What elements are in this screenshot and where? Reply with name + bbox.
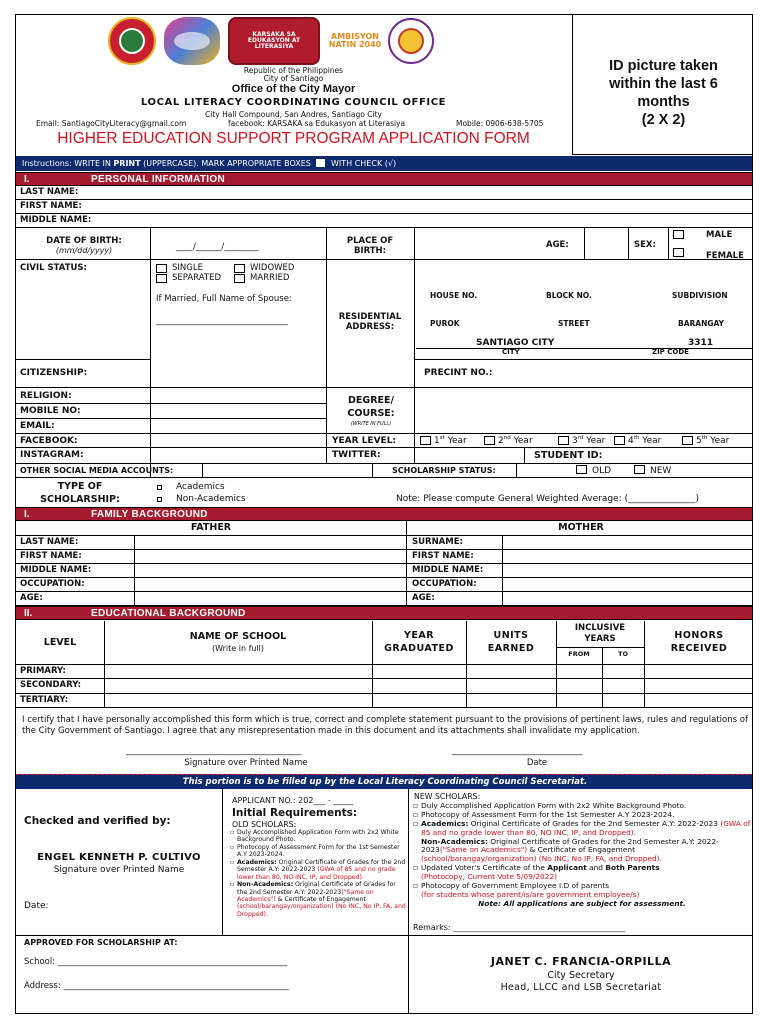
old-req-bullet-1: ▫	[230, 829, 235, 836]
type-label-1: TYPE OF	[57, 481, 103, 492]
approved-address-line[interactable]: Address: _____________________________________________________	[24, 981, 289, 991]
new-req-item-6	[413, 882, 751, 900]
ambisyon-logo-text: AMBISYON NATIN 2040	[328, 31, 382, 49]
religion-label: RELIGION:	[20, 391, 72, 401]
karsaka-logo	[228, 17, 320, 65]
certification-text: I certify that I have personally accomplished this form which is true, correct and complete statement pursuant to the provisions of pertinent laws, rules and regulations of the City Government of Santiago. I agree that any misrepresentation made in this document and its attachments shall invalidate my application.	[22, 715, 748, 737]
block-no-label: BLOCK NO.	[546, 291, 592, 300]
education-row-label: SECONDARY:	[20, 680, 82, 691]
council-line: LOCAL LITERACY COORDINATING COUNCIL OFFICE	[140, 97, 447, 108]
separated-label: SEPARATED	[172, 273, 221, 283]
facebook-label: FACEBOOK:	[20, 436, 78, 446]
other-social-label: OTHER SOCIAL MEDIA ACCOUNTS:	[20, 466, 174, 475]
civil-status-label: CIVIL STATUS:	[20, 263, 87, 273]
new-nonacad-text: Original Certificate of Grades for the 2nd Semester A.Y: 2022-2023	[421, 836, 719, 855]
single-label: SINGLE	[172, 263, 203, 273]
old-req-bullet-2: ▫	[230, 843, 235, 851]
old-scholars-list	[230, 829, 406, 918]
verifier-name: ENGEL KENNETH P. CULTIVO	[37, 852, 201, 863]
applicant-number[interactable]: APPLICANT NO.: 202___ - _____	[232, 796, 354, 805]
form-title: HIGHER EDUCATION SUPPORT PROGRAM APPLICATION FORM	[57, 130, 530, 147]
approved-school-line[interactable]: School: ______________________________________________________	[24, 957, 288, 967]
year-level-1-label: 1st Year	[434, 435, 467, 446]
subdivision-label: SUBDIVISION	[672, 291, 728, 300]
married-label: MARRIED	[250, 273, 290, 283]
instagram-label: INSTAGRAM:	[20, 450, 84, 460]
spouse-label: If Married, Full Name of Spouse:	[156, 294, 292, 304]
old-nonacad-text: Original Certificate of Grades for the 2nd Semester A.Y: 2022-2023	[237, 881, 396, 896]
city-seal-logo	[108, 17, 156, 65]
new-voter-red: (Photocopy, Current Vote 5/09/2022)	[421, 872, 557, 881]
last-name-label: LAST NAME:	[20, 187, 79, 197]
year-level-label: YEAR LEVEL:	[332, 436, 397, 446]
contact-facebook: facebook: KARSAKA sa Edukasyon at Literasiya	[228, 119, 406, 128]
house-no-label: HOUSE NO.	[430, 291, 478, 300]
old-acad-red: (GWA of 85 and no grade lower than 80, NO INC, IP, and Dropped).	[237, 866, 396, 881]
id-picture-line1: ID picture taken	[609, 58, 718, 74]
mobile-label: MOBILE NO:	[20, 406, 81, 416]
application-form	[15, 14, 753, 1014]
approved-scholarship-label: APPROVED FOR SCHOLARSHIP AT:	[24, 938, 178, 947]
new-checkbox[interactable]	[634, 465, 645, 474]
year-level-3-checkbox[interactable]	[558, 436, 569, 445]
instructions-suffix: WITH CHECK (√)	[330, 159, 397, 168]
old-scholars-heading: OLD SCHOLARS:	[232, 820, 297, 829]
new-govt-red: (for students whose parent/is/are government employee/s)	[421, 889, 640, 899]
year-level-5-checkbox[interactable]	[682, 436, 693, 445]
secretariat-banner: This portion is to be filled up by the Local Literacy Coordinating Council Secretariat.	[16, 774, 753, 789]
mother-heading: MOTHER	[558, 522, 604, 533]
education-row-label: PRIMARY:	[20, 666, 66, 676]
year-level-4-checkbox[interactable]	[614, 436, 625, 445]
from-heading: FROM	[568, 650, 590, 658]
mother-row-label: SURNAME:	[412, 537, 463, 547]
old-nonacad-red-1: ("Same on Academics")	[237, 888, 374, 903]
school-note: (Write in full)	[211, 644, 265, 653]
old-req-item-3	[230, 859, 406, 881]
new-req-text-1: Duly Accomplished Application Form with 2x2 White Background Photo.	[421, 801, 687, 810]
new-req-text-2: Photocopy of Assessment Form for the 1st Semester A.Y 2023-2024.	[421, 809, 675, 819]
year-level-1-checkbox[interactable]	[420, 436, 431, 445]
old-req-bullet-3: ▫	[230, 858, 235, 866]
initial-requirements-heading: Initial Requirements:	[232, 807, 358, 819]
new-req-item-3	[413, 820, 751, 838]
family-background-number: I.	[24, 509, 30, 520]
spouse-field[interactable]: _______________________________	[156, 316, 288, 326]
ambisyon-logo	[326, 17, 384, 65]
father-row-label: AGE:	[20, 593, 43, 603]
personal-info-number: I.	[24, 174, 30, 185]
academics-bullet[interactable]	[157, 485, 162, 490]
scholarship-status-label: SCHOLARSHIP STATUS:	[392, 466, 496, 475]
id-picture-line4: (2 X 2)	[641, 112, 686, 129]
new-voter-and: and	[586, 863, 606, 873]
married-checkbox[interactable]	[234, 274, 245, 283]
signatory-position-1: City Secretary	[547, 970, 615, 981]
old-label: OLD	[592, 466, 612, 476]
residential-label-1: RESIDENTIAL	[338, 312, 402, 322]
sanitago-hometown-logo	[164, 17, 220, 65]
male-label: MALE	[706, 230, 733, 240]
new-acad-red: (GWA of 85 and no grade lower than 80, NO INC, IP, and Dropped).	[421, 818, 751, 837]
instructions-middle: (UPPERCASE). MARK APPROPRIATE BOXES	[140, 159, 311, 168]
precint-label: PRECINT NO.:	[424, 368, 493, 378]
father-heading: FATHER	[190, 522, 232, 533]
female-checkbox[interactable]	[673, 248, 684, 257]
new-req-bullet-3: ▫	[413, 818, 419, 828]
residential-label-2: ADDRESS:	[345, 322, 395, 332]
personal-info-bar	[16, 172, 753, 186]
city-label: CITY	[502, 348, 520, 356]
father-row-label: OCCUPATION:	[20, 579, 85, 589]
new-voter-applicant: Applicant	[547, 863, 587, 873]
old-checkbox[interactable]	[576, 465, 587, 474]
pob-label-2: BIRTH:	[353, 246, 387, 256]
llcc-seal-logo	[388, 18, 434, 64]
separated-checkbox[interactable]	[156, 274, 167, 283]
old-acad-label: Academics:	[237, 858, 277, 866]
new-label: NEW	[650, 466, 672, 476]
family-background-bar	[16, 507, 753, 521]
new-acad-text: Original Certificate of Grades for the 2nd Semester A.Y: 2022-2023	[468, 818, 718, 828]
old-nonacad-label: Non-Academics:	[237, 881, 294, 889]
year-heading-1: YEAR	[403, 630, 435, 641]
education-row-label: TERTIARY:	[20, 694, 69, 705]
old-acad-text: Original Certificate of Grades for the 2nd Semester A.Y: 2022-2023	[237, 858, 406, 874]
office-line: Office of the City Mayor	[231, 83, 356, 95]
new-govt-text: Photocopy of Government Employee I.D of parents	[421, 880, 610, 890]
female-label: FEMALE	[706, 251, 744, 261]
new-nonacad-red-1: ("Same on Academics")	[439, 845, 528, 855]
signatory-name: JANET C. FRANCIA-ORPILLA	[490, 955, 672, 968]
new-voter-parents: Both Parents	[605, 863, 660, 873]
old-nonacad-red-2: (school/barangay/organization) (No INC, No IP, FA, and Dropped).	[237, 903, 406, 918]
academics-label: Academics	[176, 482, 225, 492]
dob-label: DATE OF BIRTH:	[46, 236, 122, 246]
father-row-label: MIDDLE NAME:	[20, 565, 92, 575]
applicant-date-line[interactable]: _____________________________	[452, 746, 583, 756]
personal-info-title: PERSONAL INFORMATION	[91, 174, 225, 185]
new-nonacad-mid: & Certificate of Engagement	[527, 845, 636, 855]
father-row-label: FIRST NAME:	[20, 551, 82, 561]
signatory-position-2: Head, LLCC and LSB Secretariat	[500, 982, 662, 993]
inclusive-heading-2: YEARS	[584, 634, 616, 644]
new-req-bullet-1: ▫	[413, 801, 419, 810]
middle-name-label: MIDDLE NAME:	[20, 215, 92, 225]
year-level-2-label: 2nd Year	[498, 435, 533, 446]
street-label: STREET	[558, 319, 590, 328]
city-line: City of Santiago	[263, 74, 324, 83]
honors-heading-2: RECEIVED	[670, 643, 728, 654]
to-heading: TO	[618, 650, 628, 658]
male-checkbox[interactable]	[673, 230, 684, 239]
old-req-text-2: Photocopy of Assessment Form for the 1st Semester A.Y 2023-2024.	[237, 843, 400, 859]
family-background-title: FAMILY BACKGROUND	[91, 509, 208, 520]
id-picture-line3: months	[637, 94, 690, 111]
age-label: AGE:	[546, 240, 569, 250]
degree-label-1: DEGREE/	[348, 395, 394, 406]
instructions-print: PRINT	[113, 159, 141, 168]
mother-row-label: FIRST NAME:	[412, 551, 474, 561]
first-name-label: FIRST NAME:	[20, 201, 82, 211]
educational-background-title: EDUCATIONAL BACKGROUND	[91, 608, 246, 619]
father-row-label: LAST NAME:	[20, 537, 79, 547]
city-value: SANTIAGO CITY	[476, 338, 555, 348]
new-acad-label: Academics:	[421, 818, 469, 828]
old-req-item-1	[230, 829, 406, 844]
type-label-2: SCHOLARSHIP:	[40, 494, 120, 505]
instructions-prefix: Instructions: WRITE IN	[22, 159, 114, 168]
mother-row-label: MIDDLE NAME:	[412, 565, 484, 575]
republic-line: Republic of the Philippines	[243, 66, 344, 75]
widowed-checkbox[interactable]	[234, 264, 245, 273]
pob-label-1: PLACE OF	[346, 236, 394, 246]
level-heading: LEVEL	[43, 637, 77, 648]
applicant-signature-label: Signature over Printed Name	[184, 758, 308, 768]
twitter-label: TWITTER:	[332, 450, 381, 460]
zip-value: 3311	[688, 338, 714, 348]
id-picture-box	[572, 15, 753, 155]
new-voter-text: Updated Voter's Certificate of the	[421, 863, 548, 873]
honors-heading-1: HONORS	[674, 630, 724, 641]
new-nonacad-label: Non-Academics:	[421, 836, 488, 846]
degree-note: (WRITE IN FULL)	[350, 421, 392, 427]
address-line: City Hall Compound, San Andres, Santiago City	[205, 110, 382, 119]
old-req-item-4	[230, 881, 406, 918]
purok-label: PUROK	[430, 319, 460, 328]
degree-label-2: COURSE:	[347, 408, 395, 419]
applicant-date-label: Date	[526, 758, 548, 768]
units-heading-1: UNITS	[493, 630, 529, 641]
barangay-label: BARANGAY	[678, 319, 725, 328]
mother-row-label: OCCUPATION:	[412, 579, 477, 589]
non-academics-label: Non-Academics	[176, 494, 246, 504]
new-scholars-list	[413, 802, 751, 909]
dob-field[interactable]: ____/______/________	[176, 242, 259, 252]
verifier-signature-label: Signature over Printed Name	[53, 865, 185, 875]
units-heading-2: EARNED	[487, 643, 535, 654]
new-req-bullet-6: ▫	[413, 880, 419, 890]
zip-label: ZIP CODE	[652, 348, 689, 356]
sex-label: SEX:	[634, 240, 656, 250]
single-checkbox[interactable]	[156, 264, 167, 273]
old-req-bullet-4: ▫	[230, 881, 235, 889]
old-nonacad-mid: & Certificate of Engagement	[275, 895, 366, 903]
instructions-bar	[16, 156, 753, 171]
checked-verified-label: Checked and verified by:	[24, 815, 171, 827]
new-req-bullet-5: ▫	[413, 863, 419, 873]
year-heading-2: GRADUATED	[384, 643, 454, 654]
applicant-signature-line[interactable]: _______________________________________	[126, 746, 302, 756]
year-level-3-label: 3rd Year	[572, 435, 606, 446]
old-req-item-2	[230, 844, 406, 859]
inclusive-heading-1: INCLUSIVE	[574, 623, 626, 633]
citizenship-label: CITIZENSHIP:	[20, 368, 88, 378]
old-req-text-1: Duly Accomplished Application Form with 2x2 White Background Photo.	[237, 829, 399, 844]
new-req-bullet-2: ▫	[413, 809, 419, 819]
contact-mobile: Mobile: 0906-638-5705	[456, 119, 544, 128]
remarks-line[interactable]: Remarks: ___________________________________________	[413, 923, 626, 932]
new-scholars-heading: NEW SCHOLARS:	[414, 792, 481, 801]
instructions-checkbox-icon	[316, 159, 325, 167]
new-nonacad-red-2: (school/barangay/organization) (No INC, No IP, FA, and Dropped).	[421, 854, 662, 864]
email-label: EMAIL:	[20, 421, 55, 431]
verifier-date-label: Date:	[24, 901, 49, 911]
student-id-label: STUDENT ID:	[534, 450, 603, 461]
contact-email: Email: SantiagoCityLiteracy@gmail.com	[36, 119, 187, 128]
educational-background-number: II.	[24, 608, 33, 619]
non-academics-bullet[interactable]	[157, 497, 162, 502]
new-req-item-5	[413, 864, 751, 882]
gwa-note[interactable]: Note: Please compute General Weighted Average: (_______________)	[396, 494, 699, 504]
karsaka-logo-text: KARSAKA SA EDUKASYON AT LITERASIYA	[247, 30, 301, 51]
mother-row-label: AGE:	[412, 593, 435, 603]
widowed-label: WIDOWED	[250, 263, 295, 273]
id-picture-line2: within the last 6	[609, 76, 718, 93]
year-level-4-label: 4th Year	[628, 435, 662, 446]
school-heading: NAME OF SCHOOL	[189, 631, 287, 642]
new-req-item-4	[413, 838, 751, 865]
year-level-5-label: 5th Year	[696, 435, 730, 446]
dob-format: (mm/dd/yyyy)	[55, 246, 113, 255]
assessment-note: Note: All applications are subject for assessment.	[478, 898, 686, 908]
educational-background-bar	[16, 606, 753, 620]
year-level-2-checkbox[interactable]	[484, 436, 495, 445]
